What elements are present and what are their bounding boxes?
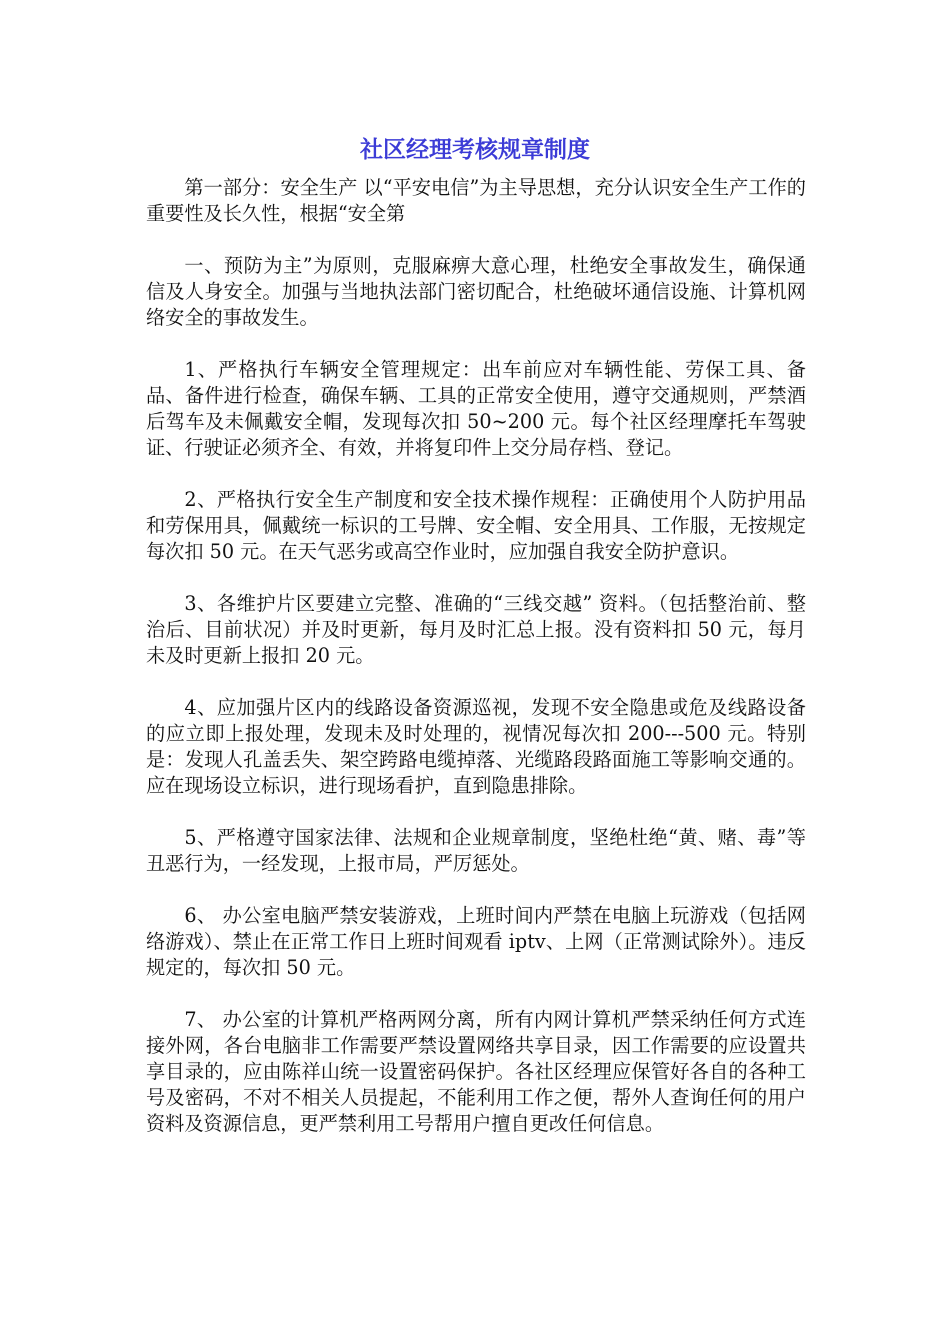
- document-body: [146, 175, 806, 1163]
- paragraph: 1、严格执行车辆安全管理规定：出车前应对车辆性能、劳保工具、备品、备件进行检查，确保车辆、工具的正常安全使用，遵守交通规则，严禁酒后驾车及未佩戴安全帽，发现每次扣 50~200 元。每个社区经理摩托车驾驶证、行驶证必须齐全、有效，并将复印件上交分局存档、登记。: [146, 358, 806, 459]
- paragraph: 2、严格执行安全生产制度和安全技术操作规程：正确使用个人防护用品和劳保用具，佩戴统一标识的工号牌、安全帽、安全用具、工作服，无按规定每次扣 50 元。在天气恶劣或高空作业时，应加强自我安全防护意识。: [146, 488, 806, 563]
- paragraph: 6、 办公室电脑严禁安装游戏，上班时间内严禁在电脑上玩游戏（包括网络游戏）、禁止在正常工作日上班时间观看 iptv、上网（正常测试除外）。违反规定的，每次扣 50 元。: [146, 904, 806, 979]
- paragraph: 第一部分：安全生产 以“平安电信”为主导思想，充分认识安全生产工作的重要性及长久性，根据“安全第: [146, 176, 806, 225]
- paragraph: 3、各维护片区要建立完整、准确的“三线交越” 资料。（包括整治前、整治后、目前状况）并及时更新，每月及时汇总上报。没有资料扣 50 元，每月未及时更新上报扣 20 元。: [146, 592, 806, 667]
- paragraph: 5、严格遵守国家法律、法规和企业规章制度，坚绝杜绝“黄、赌、毒”等丑恶行为，一经发现，上报市局，严厉惩处。: [146, 826, 806, 875]
- paragraph: 一、预防为主”为原则，克服麻痹大意心理，杜绝安全事故发生，确保通信及人身安全。加强与当地执法部门密切配合，杜绝破坏通信设施、计算机网络安全的事故发生。: [146, 254, 806, 329]
- paragraph: 7、 办公室的计算机严格两网分离，所有内网计算机严禁采纳任何方式连接外网，各台电脑非工作需要严禁设置网络共享目录，因工作需要的应设置共享目录的，应由陈祥山统一设置密码保护。各社区经理应保管好各自的各种工号及密码，不对不相关人员提起，不能利用工作之便，帮外人查询任何的用户资料及资源信息，更严禁利用工号帮用户擅自更改任何信息。: [146, 1008, 806, 1135]
- document-title: 社区经理考核规章制度: [360, 137, 590, 163]
- paragraph: 4、应加强片区内的线路设备资源巡视，发现不安全隐患或危及线路设备的应立即上报处理，发现未及时处理的，视情况每次扣 200---500 元。特别是：发现人孔盖丢失、架空跨路电缆掉落、光缆路段路面施工等影响交通的。应在现场设立标识，进行现场看护，直到隐患排除。: [146, 696, 806, 797]
